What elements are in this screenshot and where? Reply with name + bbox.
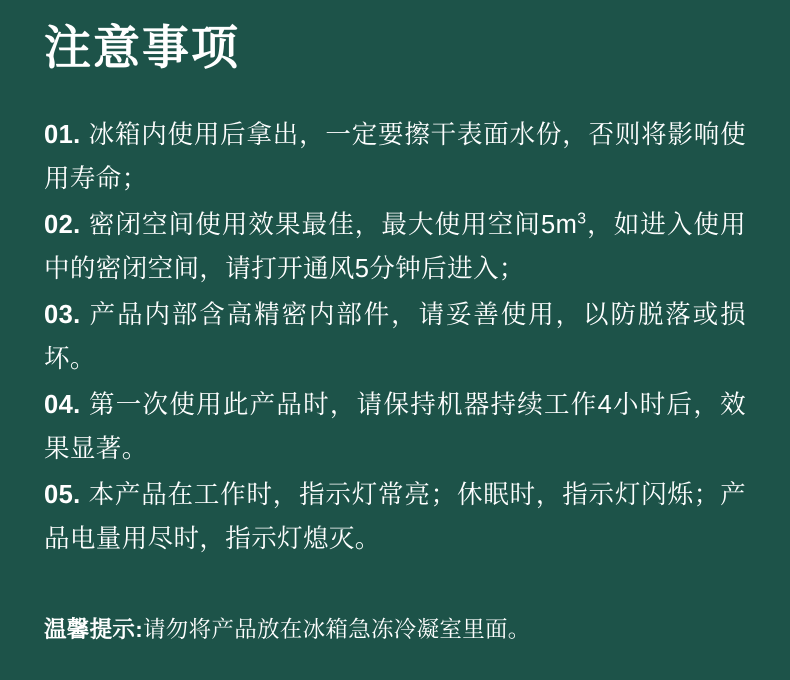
list-item-number: 04. (44, 391, 81, 419)
list-item-number: 01. (44, 121, 81, 149)
list-item (44, 203, 746, 291)
superscript-exponent: 3 (577, 210, 587, 228)
list-item (44, 383, 746, 471)
list-item (44, 293, 746, 381)
list-item-text: 第一次使用此产品时，请保持机器持续工作4小时后，效果显著。 (44, 391, 746, 463)
list-item-number: 03. (44, 301, 81, 329)
footnote-text: 请勿将产品放在冰箱急冻冷凝室里面。 (143, 617, 531, 642)
list-item-text: 产品内部含高精密内部件，请妥善使用，以防脱落或损坏。 (44, 301, 746, 373)
list-item-number: 02. (44, 211, 81, 239)
list-item-text: 冰箱内使用后拿出，一定要擦干表面水份，否则将影响使用寿命； (44, 121, 746, 193)
list-item-text-after-superscript: ，如进入使用中的密闭空间，请打开通风5分钟后进入； (44, 211, 746, 283)
list-item-text-before-superscript: 密闭空间使用效果最佳，最大使用空间5m (88, 211, 578, 239)
footnote-lead: 温馨提示: (44, 617, 143, 642)
list-item-text: 本产品在工作时，指示灯常亮；休眠时，指示灯闪烁；产品电量用尽时，指示灯熄灭。 (44, 481, 746, 553)
notice-list (44, 113, 746, 561)
footnote (44, 614, 746, 646)
page-title: 注意事项 (44, 21, 240, 74)
list-item-number: 05. (44, 481, 81, 509)
list-item (44, 113, 746, 201)
list-item (44, 473, 746, 561)
